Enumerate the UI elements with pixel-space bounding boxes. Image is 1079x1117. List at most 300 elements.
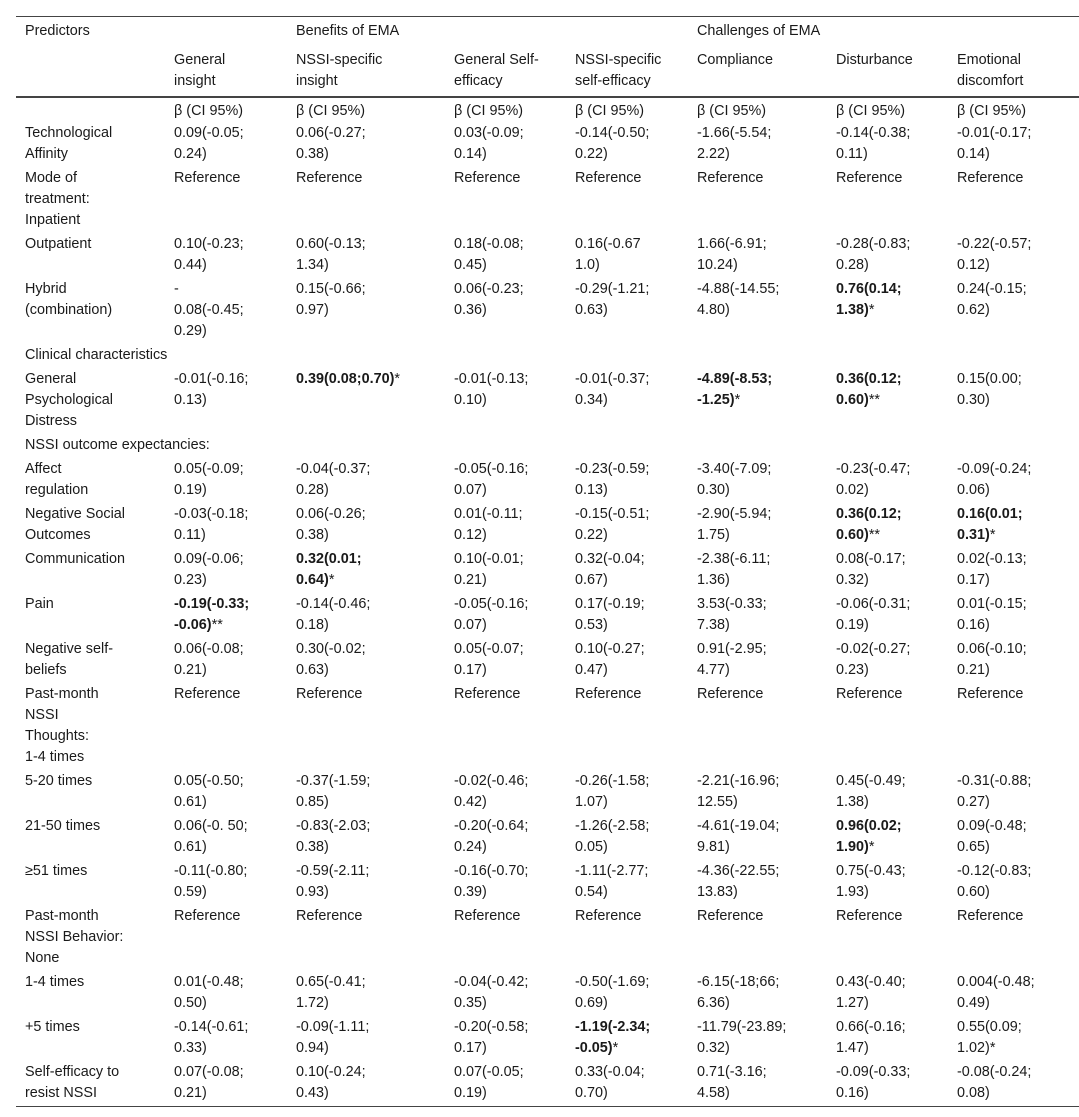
- value-text: -0.20(-0.64;: [454, 818, 529, 834]
- value-text: 9.81): [697, 839, 730, 855]
- value-cell: [165, 122, 287, 167]
- value-line: [836, 684, 940, 705]
- text-line: Outcomes: [25, 527, 91, 543]
- value-cell: [287, 167, 445, 233]
- value-line: [174, 660, 279, 681]
- value-text: Reference: [454, 686, 521, 702]
- value-line: [454, 570, 558, 591]
- column-header: [827, 49, 948, 97]
- value-cell: [948, 683, 1079, 770]
- value-line: [575, 525, 680, 546]
- value-text: 13.83): [697, 884, 738, 900]
- value-line: [454, 660, 558, 681]
- value-line: [836, 369, 940, 390]
- value-text: 0.59): [174, 884, 207, 900]
- value-line: [174, 321, 279, 342]
- value-line: [697, 771, 819, 792]
- value-text: Reference: [836, 170, 903, 186]
- value-text: 0.43): [296, 1085, 329, 1101]
- text-line: treatment:: [25, 191, 90, 207]
- value-text: -0.31(-0.88;: [957, 773, 1032, 789]
- ci-label: β (CI 95%): [174, 103, 244, 119]
- value-cell: [445, 278, 566, 344]
- value-text: 0.30(-0.02;: [296, 641, 366, 657]
- text-line: Negative Social: [25, 506, 125, 522]
- value-line: [957, 837, 1071, 858]
- value-line: [575, 660, 680, 681]
- value-line: [957, 861, 1071, 882]
- value-line: [454, 972, 558, 993]
- table-row: [16, 503, 1079, 548]
- value-line: [575, 369, 680, 390]
- value-cell: [165, 548, 287, 593]
- table-row: [16, 122, 1079, 167]
- value-text: 0.50): [174, 995, 207, 1011]
- value-line: [296, 972, 437, 993]
- value-text: -3.40(-7.09;: [697, 461, 772, 477]
- value-line: [174, 972, 279, 993]
- text-line: Past-month: [25, 686, 99, 702]
- value-text: Reference: [296, 170, 363, 186]
- value-cell: [688, 860, 827, 905]
- table-row: [16, 548, 1079, 593]
- value-line: [836, 123, 940, 144]
- value-text: 0.32(-0.04;: [575, 551, 645, 567]
- value-cell: [566, 860, 688, 905]
- value-text: 0.22): [575, 527, 608, 543]
- value-text: 0.02(-0.13;: [957, 551, 1027, 567]
- predictor-label: [16, 815, 165, 860]
- value-text: 0.16(-0.67: [575, 236, 641, 252]
- value-text: -0.14(-0.50;: [575, 125, 650, 141]
- value-text: 0.36): [454, 302, 487, 318]
- value-line: [697, 906, 819, 927]
- column-header: [566, 49, 688, 97]
- value-cell: [445, 368, 566, 434]
- value-line: [957, 1017, 1071, 1038]
- value-line: [454, 639, 558, 660]
- value-line: [697, 390, 819, 411]
- value-text: 0.09(-0.06;: [174, 551, 244, 567]
- value-line: [836, 882, 940, 903]
- value-line: [957, 459, 1071, 480]
- value-text: -0.12(-0.83;: [957, 863, 1032, 879]
- value-text: 0.06(-0.26;: [296, 506, 366, 522]
- value-text: 0.28): [296, 482, 329, 498]
- value-cell: [566, 122, 688, 167]
- value-text: -0.01(-0.37;: [575, 371, 650, 387]
- value-line: [174, 525, 279, 546]
- value-text: -0.83(-2.03;: [296, 818, 371, 834]
- significance-marker: *: [394, 371, 401, 387]
- value-text: 0.01(-0.48;: [174, 974, 244, 990]
- value-text: 0.11): [174, 527, 206, 543]
- value-line: [296, 168, 437, 189]
- value-text: 0.10(-0.24;: [296, 1064, 366, 1080]
- table-row: [16, 233, 1079, 278]
- value-line: [454, 459, 558, 480]
- value-text: 0.38): [296, 527, 329, 543]
- value-text: 0.08): [957, 1085, 990, 1101]
- value-line: [454, 684, 558, 705]
- value-text: 0.35): [454, 995, 487, 1011]
- value-text: 0.06(-0.08;: [174, 641, 244, 657]
- value-line: [575, 816, 680, 837]
- value-line: [957, 771, 1071, 792]
- value-line: [836, 549, 940, 570]
- value-text: -0.01(-0.16;: [174, 371, 249, 387]
- value-line: [296, 369, 437, 390]
- value-line: [697, 639, 819, 660]
- value-text: 4.58): [697, 1085, 730, 1101]
- text-line: General: [25, 371, 77, 387]
- value-text: 0.17): [454, 1040, 487, 1056]
- value-line: [174, 144, 279, 165]
- value-cell: [688, 122, 827, 167]
- value-text: -0.14(-0.38;: [836, 125, 911, 141]
- value-line: [836, 504, 940, 525]
- value-cell: [827, 122, 948, 167]
- value-cell: [827, 770, 948, 815]
- value-line: [697, 1038, 819, 1059]
- value-line: [296, 123, 437, 144]
- value-cell: [445, 167, 566, 233]
- value-line: [454, 792, 558, 813]
- value-line: [836, 861, 940, 882]
- value-cell: [287, 233, 445, 278]
- text-line: ≥51 times: [25, 863, 88, 879]
- value-line: [836, 168, 940, 189]
- value-cell: [287, 860, 445, 905]
- value-line: [836, 906, 940, 927]
- value-cell: [688, 548, 827, 593]
- value-text: 0.10(-0.01;: [454, 551, 524, 567]
- value-cell: [165, 1061, 287, 1107]
- value-text: 0.28): [836, 257, 869, 273]
- value-line: [697, 279, 819, 300]
- value-cell: [827, 1061, 948, 1107]
- value-line: [697, 369, 819, 390]
- value-text: 0.45): [454, 257, 487, 273]
- value-line: [836, 660, 940, 681]
- value-cell: [688, 971, 827, 1016]
- text-line: Psychological: [25, 392, 113, 408]
- value-line: [697, 300, 819, 321]
- value-text: -0.05): [575, 1040, 613, 1056]
- value-line: [454, 1083, 558, 1104]
- value-line: [836, 615, 940, 636]
- value-text: -0.03(-0.18;: [174, 506, 249, 522]
- value-line: [174, 168, 279, 189]
- text-line: Outpatient: [25, 236, 92, 252]
- value-cell: [566, 683, 688, 770]
- table-row: [16, 593, 1079, 638]
- value-text: 0.54): [575, 884, 608, 900]
- value-text: 0.10): [454, 392, 487, 408]
- text-line: Past-month: [25, 908, 99, 924]
- value-text: 0.85): [296, 794, 329, 810]
- value-line: [575, 972, 680, 993]
- value-cell: [688, 368, 827, 434]
- value-text: 0.30): [697, 482, 730, 498]
- value-cell: [948, 122, 1079, 167]
- value-line: [697, 993, 819, 1014]
- value-text: -0.22(-0.57;: [957, 236, 1032, 252]
- value-text: 0.97): [296, 302, 329, 318]
- value-text: -1.11(-2.77;: [575, 863, 649, 879]
- value-cell: [948, 971, 1079, 1016]
- value-text: 0.02): [836, 482, 869, 498]
- value-line: [454, 549, 558, 570]
- value-cell: [165, 1016, 287, 1061]
- table-row: [16, 638, 1079, 683]
- value-cell: [948, 905, 1079, 971]
- value-line: [836, 816, 940, 837]
- value-line: [174, 480, 279, 501]
- value-cell: [827, 971, 948, 1016]
- text-line: Self-efficacy to: [25, 1064, 120, 1080]
- value-line: [454, 993, 558, 1014]
- value-cell: [566, 368, 688, 434]
- value-text: 0.65): [957, 839, 990, 855]
- value-text: -4.88(-14.55;: [697, 281, 780, 297]
- section-label: NSSI outcome expectancies:: [25, 437, 210, 453]
- value-text: 0.76(0.14;: [836, 281, 902, 297]
- value-cell: [688, 638, 827, 683]
- value-cell: [165, 458, 287, 503]
- value-line: [836, 234, 940, 255]
- value-cell: [948, 1016, 1079, 1061]
- value-cell: [287, 770, 445, 815]
- value-text: Reference: [296, 686, 363, 702]
- value-cell: [948, 1061, 1079, 1107]
- value-text: -0.05(-0.16;: [454, 461, 529, 477]
- value-line: [957, 639, 1071, 660]
- value-line: [454, 861, 558, 882]
- text-line: General: [174, 52, 226, 68]
- value-line: [575, 279, 680, 300]
- value-text: -0.02(-0.46;: [454, 773, 529, 789]
- value-cell: [827, 683, 948, 770]
- value-text: 0.24(-0.15;: [957, 281, 1027, 297]
- value-line: [697, 168, 819, 189]
- predictor-label: [16, 122, 165, 167]
- value-text: -6.15(-18;66;: [697, 974, 780, 990]
- text-line: Emotional: [957, 52, 1021, 68]
- value-line: [957, 660, 1071, 681]
- value-text: 0.22): [575, 146, 608, 162]
- text-line: Negative self-: [25, 641, 113, 657]
- value-text: 0.60): [836, 527, 869, 543]
- value-cell: [566, 548, 688, 593]
- value-text: 0.55(0.09;: [957, 1019, 1022, 1035]
- value-line: [836, 837, 940, 858]
- value-text: 0.45(-0.49;: [836, 773, 906, 789]
- text-line: discomfort: [957, 73, 1024, 89]
- value-line: [174, 1062, 279, 1083]
- value-text: 0.12): [454, 527, 487, 543]
- significance-marker: *: [989, 1040, 996, 1056]
- value-text: -0.37(-1.59;: [296, 773, 371, 789]
- value-line: [957, 525, 1071, 546]
- value-cell: [287, 593, 445, 638]
- significance-marker: *: [868, 302, 875, 318]
- value-text: -0.16(-0.70;: [454, 863, 529, 879]
- value-cell: [165, 233, 287, 278]
- predictor-label: [16, 683, 165, 770]
- value-cell: [827, 548, 948, 593]
- value-cell: [827, 233, 948, 278]
- value-cell: [445, 233, 566, 278]
- value-cell: [287, 122, 445, 167]
- value-text: -0.19(-0.33;: [174, 596, 250, 612]
- value-cell: [688, 233, 827, 278]
- value-line: [697, 684, 819, 705]
- value-cell: [566, 278, 688, 344]
- value-cell: [165, 167, 287, 233]
- value-text: -0.14(-0.46;: [296, 596, 371, 612]
- value-text: 1.36): [697, 572, 730, 588]
- text-line: regulation: [25, 482, 89, 498]
- value-line: [174, 837, 279, 858]
- value-cell: [688, 770, 827, 815]
- value-cell: [287, 815, 445, 860]
- value-line: [575, 615, 680, 636]
- value-text: 1.02): [957, 1040, 990, 1056]
- value-text: Reference: [957, 908, 1024, 924]
- value-cell: [165, 278, 287, 344]
- value-cell: [165, 905, 287, 971]
- value-line: [296, 1017, 437, 1038]
- value-text: 0.18): [296, 617, 329, 633]
- significance-marker: *: [612, 1040, 619, 1056]
- value-line: [174, 615, 279, 636]
- text-line: (combination): [25, 302, 113, 318]
- value-cell: [165, 368, 287, 434]
- value-line: [575, 1017, 680, 1038]
- value-text: 0.38): [296, 839, 329, 855]
- value-line: [296, 300, 437, 321]
- value-line: [174, 369, 279, 390]
- value-line: [454, 1038, 558, 1059]
- value-text: 0.91(-2.95;: [697, 641, 767, 657]
- value-cell: [287, 368, 445, 434]
- value-text: 0.07(-0.08;: [174, 1064, 244, 1080]
- text-line: Affinity: [25, 146, 68, 162]
- value-line: [836, 1062, 940, 1083]
- value-line: [697, 549, 819, 570]
- value-text: -0.26(-1.58;: [575, 773, 650, 789]
- value-cell: [165, 593, 287, 638]
- value-line: [697, 1017, 819, 1038]
- table-row: [16, 167, 1079, 233]
- value-line: [957, 882, 1071, 903]
- value-cell: [287, 638, 445, 683]
- value-text: 0.75(-0.43;: [836, 863, 906, 879]
- value-text: 0.07): [454, 482, 487, 498]
- value-cell: [287, 548, 445, 593]
- value-text: 0.17(-0.19;: [575, 596, 645, 612]
- significance-marker: *: [868, 839, 875, 855]
- value-text: 12.55): [697, 794, 738, 810]
- value-cell: [827, 905, 948, 971]
- value-text: 0.10(-0.27;: [575, 641, 645, 657]
- value-line: [454, 615, 558, 636]
- value-text: 0.30): [957, 392, 990, 408]
- section-label: Clinical characteristics: [25, 347, 168, 363]
- value-text: 0.06): [957, 482, 990, 498]
- value-text: -0.04(-0.37;: [296, 461, 371, 477]
- value-line: [957, 684, 1071, 705]
- value-text: 1.27): [836, 995, 869, 1011]
- value-line: [836, 144, 940, 165]
- benefits-group-header: Benefits of EMA: [287, 17, 566, 50]
- column-header: [688, 49, 827, 97]
- value-text: 0.36(0.12;: [836, 371, 902, 387]
- value-line: [174, 816, 279, 837]
- value-cell: [165, 638, 287, 683]
- value-text: 0.29): [174, 323, 207, 339]
- value-line: [697, 972, 819, 993]
- value-text: 0.13): [174, 392, 207, 408]
- value-line: [454, 255, 558, 276]
- predictor-label: [16, 167, 165, 233]
- value-line: [836, 594, 940, 615]
- predictor-label: [16, 548, 165, 593]
- value-text: 0.70): [575, 1085, 608, 1101]
- value-line: [454, 390, 558, 411]
- value-text: Reference: [575, 170, 642, 186]
- predictor-label: [16, 638, 165, 683]
- value-cell: [287, 905, 445, 971]
- text-line: Communication: [25, 551, 125, 567]
- value-line: [174, 1017, 279, 1038]
- table-row: [16, 1061, 1079, 1107]
- value-text: 0.62): [957, 302, 990, 318]
- table-row: [16, 770, 1079, 815]
- value-line: [697, 459, 819, 480]
- value-line: [575, 480, 680, 501]
- significance-marker: *: [328, 572, 335, 588]
- table-row: [16, 971, 1079, 1016]
- value-text: Reference: [174, 908, 241, 924]
- predictor-label: [16, 1061, 165, 1107]
- value-line: [697, 234, 819, 255]
- value-cell: [445, 683, 566, 770]
- value-line: [575, 390, 680, 411]
- value-line: [697, 255, 819, 276]
- value-text: Reference: [174, 170, 241, 186]
- value-line: [697, 480, 819, 501]
- value-text: -0.59(-2.11;: [296, 863, 370, 879]
- value-text: -0.11(-0.80;: [174, 863, 248, 879]
- value-text: -11.79(-23.89;: [697, 1019, 787, 1035]
- value-text: -0.08(-0.24;: [957, 1064, 1032, 1080]
- value-line: [957, 594, 1071, 615]
- value-cell: [948, 638, 1079, 683]
- value-line: [957, 549, 1071, 570]
- value-line: [575, 771, 680, 792]
- value-text: 1.0): [575, 257, 600, 273]
- value-text: 0.27): [957, 794, 990, 810]
- value-cell: [445, 815, 566, 860]
- value-text: 0.71(-3.16;: [697, 1064, 767, 1080]
- value-line: [174, 570, 279, 591]
- value-line: [575, 1062, 680, 1083]
- value-cell: [165, 815, 287, 860]
- value-text: 0.38): [296, 146, 329, 162]
- value-line: [957, 390, 1071, 411]
